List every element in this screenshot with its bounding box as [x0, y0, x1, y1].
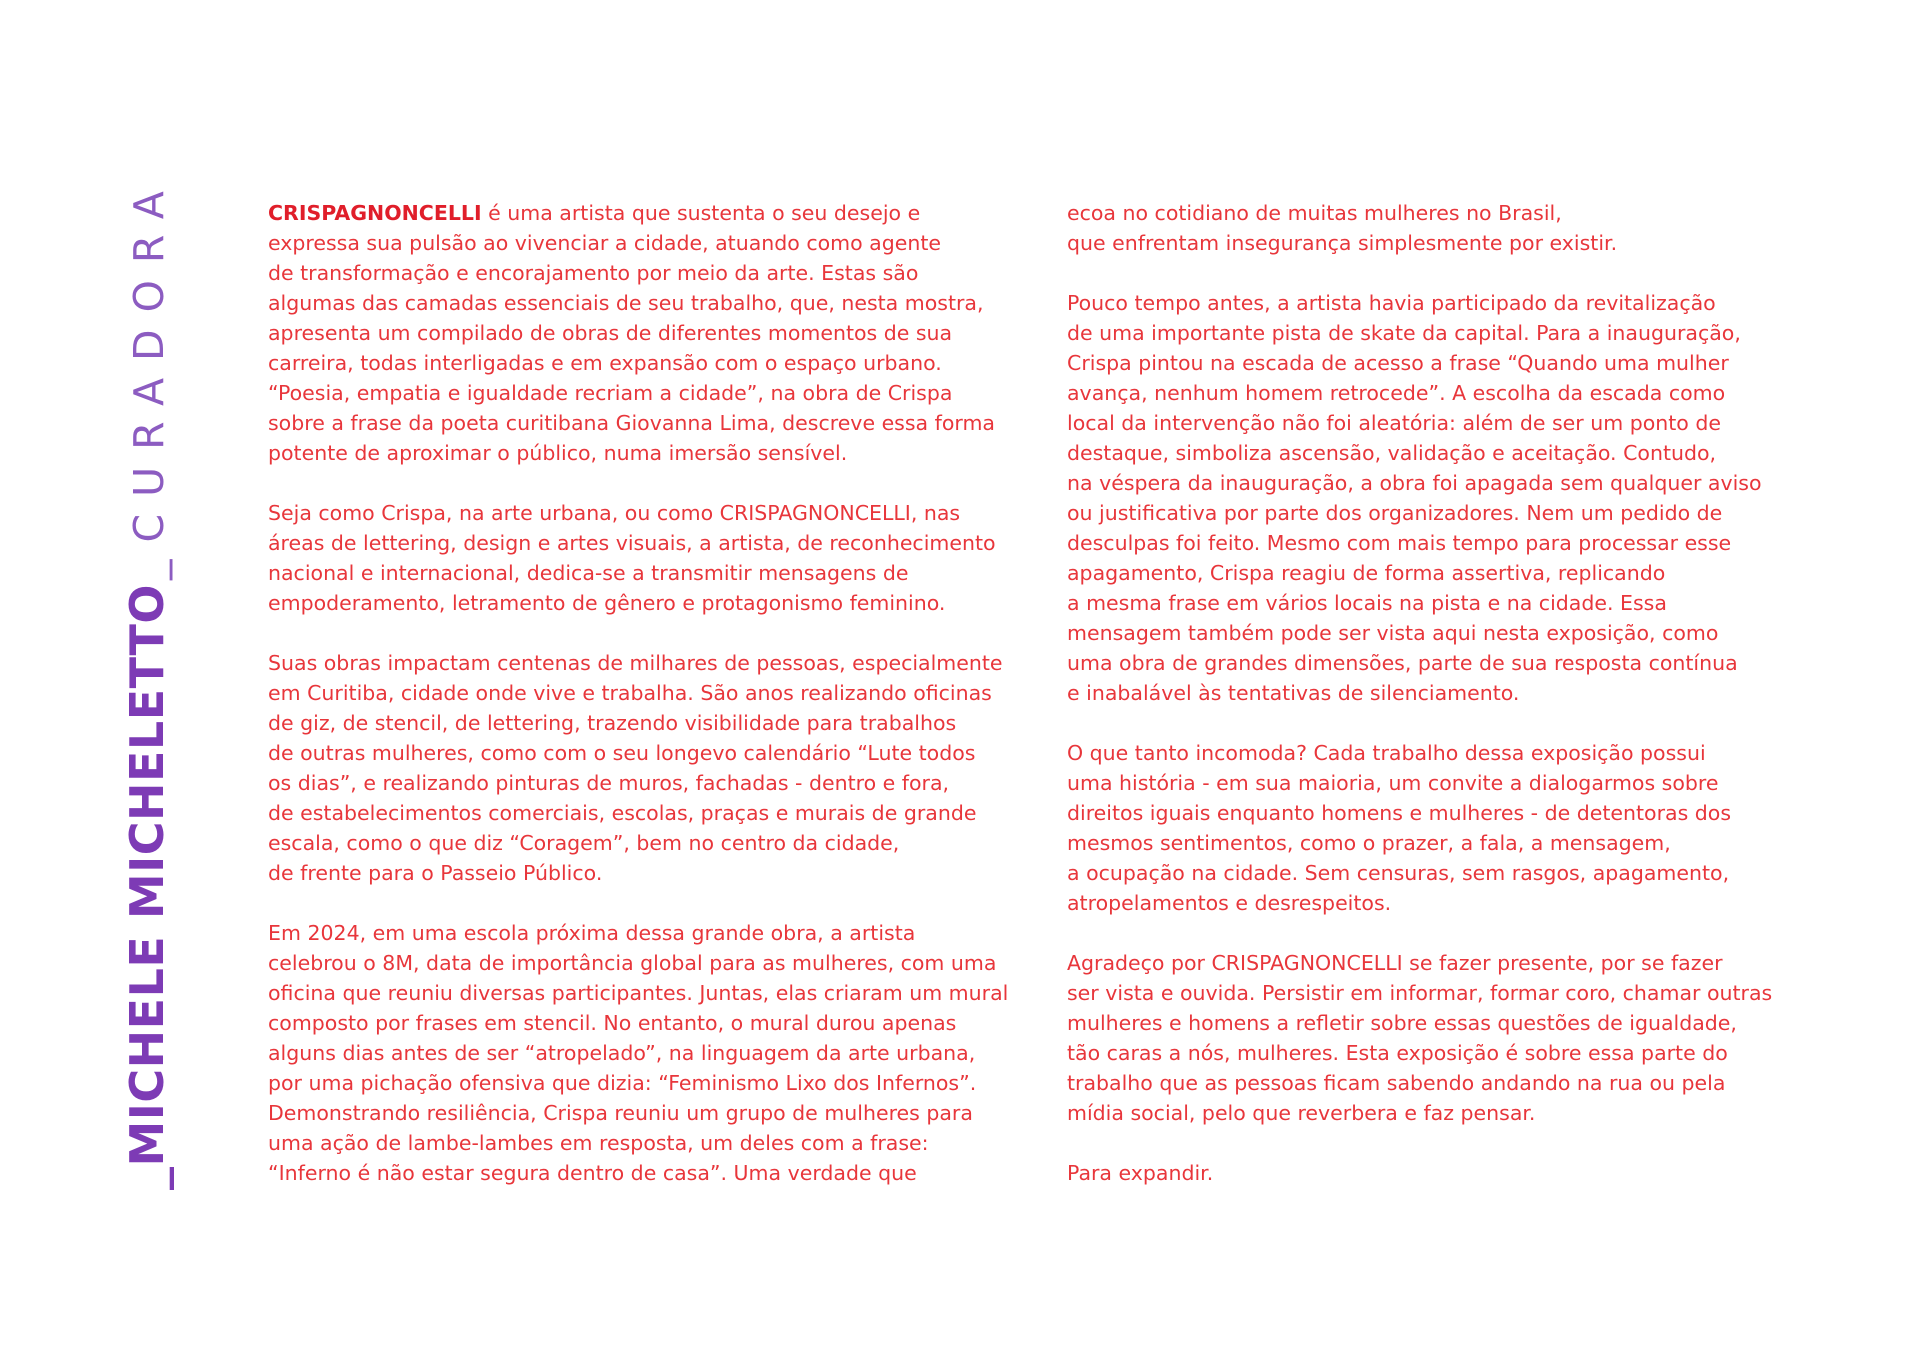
text-line: “Inferno é não estar segura dentro de casa”. Uma verdade que [268, 1161, 917, 1185]
author-role: _CURADORA [125, 174, 173, 580]
text-line: destaque, simboliza ascensão, validação e aceitação. Contudo, [1067, 441, 1717, 465]
text-line: ecoa no cotidiano de muitas mulheres no Brasil, [1067, 201, 1562, 225]
text-line: O que tanto incomoda? Cada trabalho dessa exposição possui [1067, 741, 1706, 765]
text-line: Demonstrando resiliência, Crispa reuniu um grupo de mulheres para [268, 1101, 973, 1125]
text-line: potente de aproximar o público, numa imersão sensível. [268, 441, 848, 465]
text-line: áreas de lettering, design e artes visuais, a artista, de reconhecimento [268, 531, 996, 555]
paragraph-closing [1067, 1158, 1827, 1188]
text-line: desculpas foi feito. Mesmo com mais tempo para processar esse [1067, 531, 1732, 555]
text-line: em Curitiba, cidade onde vive e trabalha. São anos realizando oficinas [268, 681, 992, 705]
paragraph-intro [268, 198, 1028, 468]
text-line: Seja como Crispa, na arte urbana, ou como CRISPAGNONCELLI, nas [268, 501, 961, 525]
author-name: _MICHELE MICHELETTO [120, 583, 174, 1190]
text-line: Agradeço por CRISPAGNONCELLI se fazer presente, por se fazer [1067, 951, 1723, 975]
text-line: os dias”, e realizando pinturas de muros, fachadas - dentro e fora, [268, 771, 950, 795]
text-line: ser vista e ouvida. Persistir em informar, formar coro, chamar outras [1067, 981, 1773, 1005]
text-line: Crispa pintou na escada de acesso a frase “Quando uma mulher [1067, 351, 1729, 375]
text-line: de outras mulheres, como com o seu longevo calendário “Lute todos [268, 741, 976, 765]
text-line: algumas das camadas essenciais de seu trabalho, que, nesta mostra, [268, 291, 984, 315]
text-line: de giz, de stencil, de lettering, trazendo visibilidade para trabalhos [268, 711, 957, 735]
text-line: local da intervenção não foi aleatória: além de ser um ponto de [1067, 411, 1721, 435]
text-line: mídia social, pelo que reverbera e faz pensar. [1067, 1101, 1536, 1125]
text-line: Pouco tempo antes, a artista havia participado da revitalização [1067, 291, 1716, 315]
text-line: empoderamento, letramento de gênero e protagonismo feminino. [268, 591, 946, 615]
artist-name: CRISPAGNONCELLI [268, 201, 482, 225]
text-line: apagamento, Crispa reagiu de forma assertiva, replicando [1067, 561, 1666, 585]
right-text-column [1067, 198, 1827, 1218]
text-line: escala, como o que diz “Coragem”, bem no centro da cidade, [268, 831, 900, 855]
text-line: apresenta um compilado de obras de diferentes momentos de sua [268, 321, 953, 345]
text-line: que enfrentam insegurança simplesmente por existir. [1067, 231, 1618, 255]
vertical-author-title [120, 174, 174, 1190]
text-line: ou justificativa por parte dos organizadores. Nem um pedido de [1067, 501, 1723, 525]
text-line: Para expandir. [1067, 1161, 1214, 1185]
text-line: de estabelecimentos comerciais, escolas, praças e murais de grande [268, 801, 977, 825]
text-line: uma ação de lambe-lambes em resposta, um deles com a frase: [268, 1131, 929, 1155]
text-line: direitos iguais enquanto homens e mulheres - de detentoras dos [1067, 801, 1731, 825]
text-line: avança, nenhum homem retrocede”. A escolha da escada como [1067, 381, 1726, 405]
paragraph-question [1067, 738, 1827, 918]
text-line: mulheres e homens a refletir sobre essas questões de igualdade, [1067, 1011, 1737, 1035]
text-line: sobre a frase da poeta curitibana Giovanna Lima, descreve essa forma [268, 411, 995, 435]
text-line: oficina que reuniu diversas participantes. Juntas, elas criaram um mural [268, 981, 1009, 1005]
text-line [268, 198, 1028, 228]
text-line: tão caras a nós, mulheres. Esta exposição é sobre essa parte do [1067, 1041, 1728, 1065]
paragraph-continuation [1067, 198, 1827, 258]
text-line: a ocupação na cidade. Sem censuras, sem rasgos, apagamento, [1067, 861, 1730, 885]
text-fragment: é uma artista que sustenta o seu desejo e [481, 201, 921, 225]
text-line: alguns dias antes de ser “atropelado”, na linguagem da arte urbana, [268, 1041, 976, 1065]
paragraph-skate [1067, 288, 1827, 708]
text-line: atropelamentos e desrespeitos. [1067, 891, 1392, 915]
text-line: de transformação e encorajamento por meio da arte. Estas são [268, 261, 919, 285]
text-line: carreira, todas interligadas e em expansão com o espaço urbano. [268, 351, 942, 375]
paragraph-thanks [1067, 948, 1827, 1128]
text-line: uma história - em sua maioria, um convite a dialogarmos sobre [1067, 771, 1719, 795]
text-line: nacional e internacional, dedica-se a transmitir mensagens de [268, 561, 909, 585]
paragraph-identity [268, 498, 1028, 618]
text-line: “Poesia, empatia e igualdade recriam a cidade”, na obra de Crispa [268, 381, 953, 405]
text-line: celebrou o 8M, data de importância global para as mulheres, com uma [268, 951, 997, 975]
text-line: Em 2024, em uma escola próxima dessa grande obra, a artista [268, 921, 916, 945]
text-line: mesmos sentimentos, como o prazer, a fala, a mensagem, [1067, 831, 1671, 855]
text-line: na véspera da inauguração, a obra foi apagada sem qualquer aviso [1067, 471, 1762, 495]
text-line: composto por frases em stencil. No entanto, o mural durou apenas [268, 1011, 957, 1035]
paragraph-impact [268, 648, 1028, 888]
left-text-column [268, 198, 1028, 1218]
text-line: a mesma frase em vários locais na pista e na cidade. Essa [1067, 591, 1667, 615]
text-line: trabalho que as pessoas ficam sabendo andando na rua ou pela [1067, 1071, 1726, 1095]
text-line: Suas obras impactam centenas de milhares de pessoas, especialmente [268, 651, 1003, 675]
text-line: de uma importante pista de skate da capital. Para a inauguração, [1067, 321, 1741, 345]
paragraph-2024 [268, 918, 1028, 1188]
text-line: expressa sua pulsão ao vivenciar a cidade, atuando como agente [268, 231, 942, 255]
text-line: e inabalável às tentativas de silenciamento. [1067, 681, 1520, 705]
text-line: mensagem também pode ser vista aqui nesta exposição, como [1067, 621, 1719, 645]
text-line: uma obra de grandes dimensões, parte de sua resposta contínua [1067, 651, 1738, 675]
text-line: por uma pichação ofensiva que dizia: “Feminismo Lixo dos Infernos”. [268, 1071, 977, 1095]
text-line: de frente para o Passeio Público. [268, 861, 603, 885]
